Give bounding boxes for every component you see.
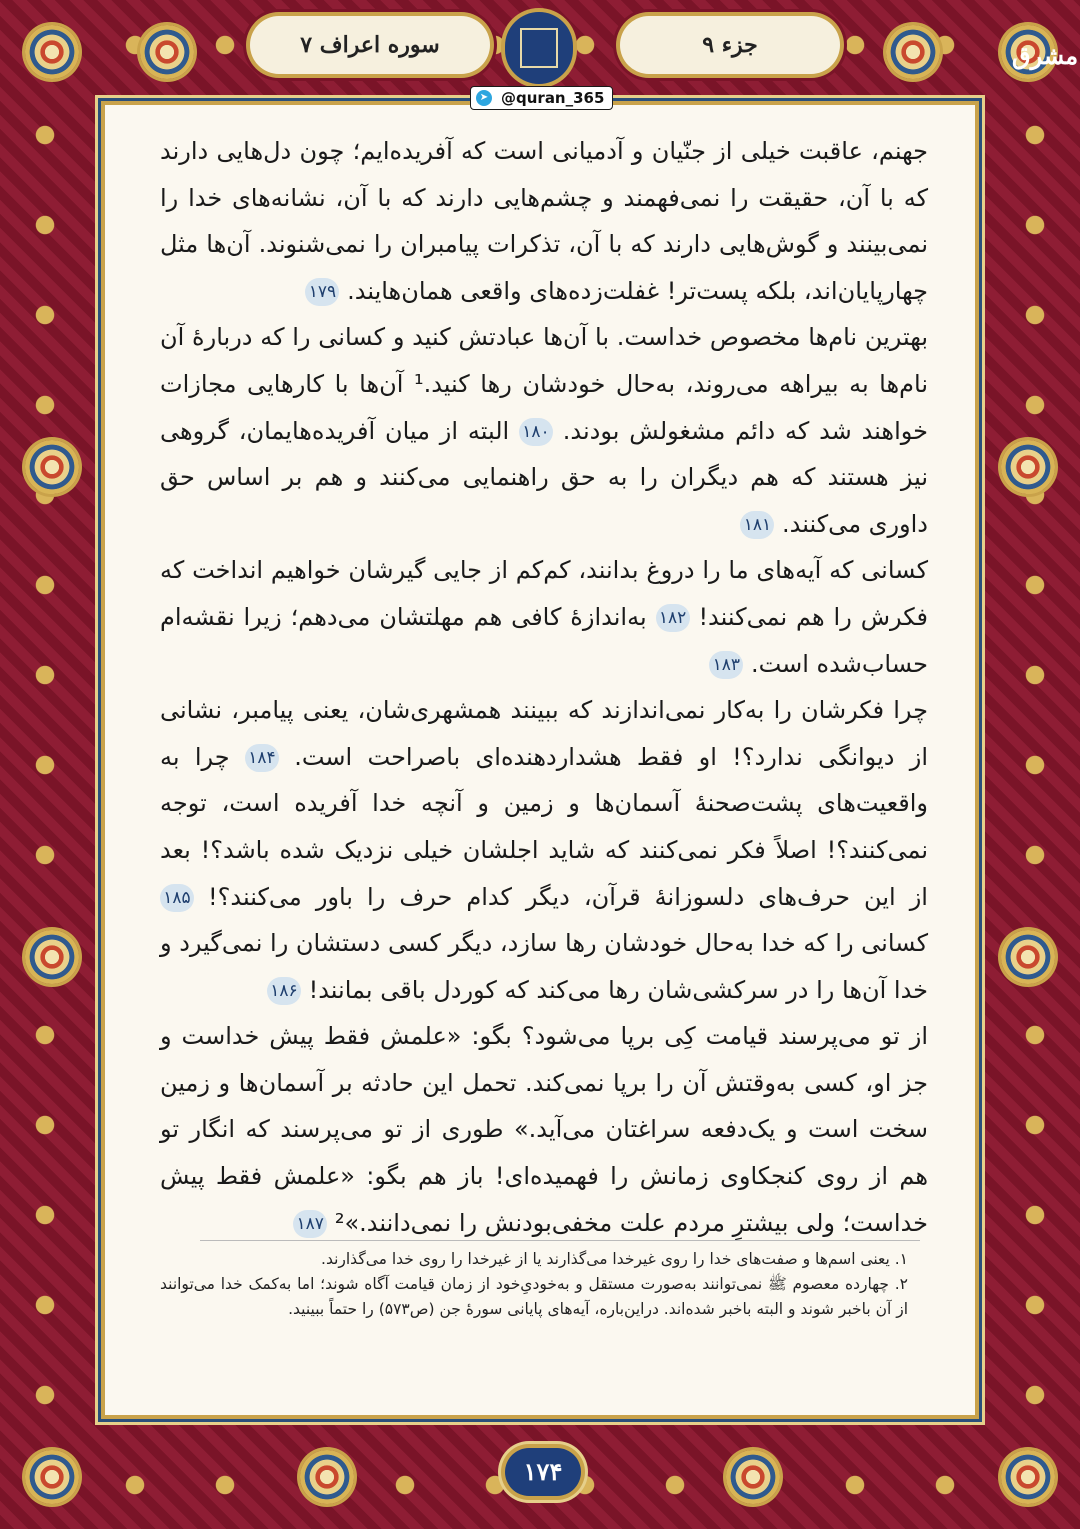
ayah-number: ۱۸۶ <box>267 977 301 1005</box>
side-medallion <box>25 930 79 984</box>
juz-header: جزء ۹ <box>620 16 840 74</box>
emblem-inner <box>520 28 558 68</box>
verse-text: جهنم، عاقبت خیلی از جنّیان و آدمیانی است که آفریده‌ایم؛ چون دل‌هایی دارند که با آن، حقیقت را نمی‌فهمند و چشم‌هایی دارند که با آن، نشانه‌های خدا را نمی‌بینند و گوش‌هایی دارند که با آن، تذکرات پیامبران را نمی‌شنوند. آن‌ها مثل چهارپایان‌اند، بلکه پست‌تر! غفلت‌زده‌های واقعی همان‌هایند. <box>160 137 928 305</box>
paragraph <box>160 547 928 687</box>
verse-text: به‌اندازهٔ کافی هم مهلتشان می‌دهم؛ زیرا نقشه‌ام حساب‌شده است. <box>160 602 928 678</box>
telegram-icon: ➤ <box>476 90 492 106</box>
top-medallion <box>886 25 940 79</box>
paragraph <box>160 1013 928 1246</box>
channel-badge[interactable] <box>470 86 613 110</box>
ayah-number: ۱۸۲ <box>656 604 690 632</box>
corner-medallion <box>25 25 79 79</box>
side-medallion <box>1001 440 1055 494</box>
side-medallion <box>25 440 79 494</box>
paragraph <box>160 128 928 314</box>
ayah-number: ۱۸۰ <box>519 418 553 446</box>
verse-text: چرا فکرشان را به‌کار نمی‌اندازند که ببینند همشهری‌شان، یعنی پیامبر، نشانی از دیوانگی ندارد؟! او فقط هشداردهنده‌ای باصراحت است. <box>160 696 929 771</box>
footnotes <box>160 1247 908 1322</box>
verse-text: کسانی که آیه‌های ما را دروغ بدانند، کم‌کم از جایی گیرشان خواهیم انداخت که فکرش را هم نمی‌کنند! <box>160 556 928 631</box>
ayah-number: ۱۸۴ <box>245 744 279 772</box>
verse-text: البته از میان آفریده‌هایمان، گروهی نیز هستند که هم دیگران را به حق راهنمایی می‌کنند و هم بر اساس حق داوری می‌کنند. <box>160 416 928 538</box>
footnote: ۱. یعنی اسم‌ها و صفت‌های خدا را روی غیرخدا می‌گذارند یا از غیرخدا را روی خدا می‌گذارند. <box>321 1250 908 1268</box>
ayah-number: ۱۸۷ <box>293 1210 327 1238</box>
verse-text: چرا به واقعیت‌های پشت‌صحنهٔ آسمان‌ها و زمین و آنچه خدا آفریده است، توجه نمی‌کنند؟! اصلاً فکر نمی‌کنند که شاید اجلشان خیلی نزدیک شده باشد؟! بعد از این حرف‌های دلسوزانهٔ قرآن، دیگر کدام حرف را باور می‌کنند؟! <box>160 742 928 911</box>
paragraph <box>160 314 928 547</box>
logo: مشرق <box>1012 41 1079 70</box>
emblem-icon <box>505 12 573 84</box>
bottom-medallion <box>300 1450 354 1504</box>
verse-text: بهترین نام‌ها مخصوص خداست. با آن‌ها عبادتش کنید و کسانی را که دربارهٔ آن نام‌ها به بیراهه می‌روند، به‌حال خودشان رها کنید.¹ آن‌ها با کارهایی مجازات خواهند شد که دائم مشغولش بودند. <box>160 323 929 445</box>
verse-text: کسانی را که خدا به‌حال خودشان رها سازد، دیگر کسی دستشان را نمی‌گیرد و خدا آن‌ها را در سرکشی‌شان رها می‌کند که کوردل باقی بمانند! <box>160 929 928 1004</box>
ayah-number: ۱۷۹ <box>305 278 339 306</box>
page-number: ۱۷۴ <box>505 1448 581 1496</box>
ayah-number: ۱۸۵ <box>160 884 194 912</box>
channel-handle: @quran_365 <box>501 89 605 107</box>
translation-text <box>160 128 928 1246</box>
top-medallion <box>140 25 194 79</box>
surah-header: سوره اعراف ۷ <box>250 16 490 74</box>
verse-text: از تو می‌پرسند قیامت کِی برپا می‌شود؟ بگو: «علمش فقط پیش خداست و جز او، کسی به‌وقتش آن را برپا نمی‌کند. تحمل این حادثه بر آسمان‌ها و زمین سخت است و یک‌دفعه سراغتان می‌آید.» طوری از تو می‌پرسند که انگار تو هم از روی کنجکاوی زمانش را فهمیده‌ای! باز هم بگو: «علمش فقط پیش خداست؛ ولی بیشترِ مردم علت مخفی‌بودنش را نمی‌دانند.»² <box>160 1022 928 1237</box>
footnote: ۲. چهارده معصوم ﷺ نمی‌توانند به‌صورت مستقل و به‌خودیِ‌خود از زمان قیامت آگاه شوند؛ اما به‌کمک خدا می‌توانند از آن باخبر شوند و البته باخبر شده‌اند. دراین‌باره، آیه‌های پایانی سورهٔ جن (ص۵۷۳) را حتماً ببینید. <box>160 1275 908 1318</box>
ayah-number: ۱۸۱ <box>740 511 774 539</box>
side-medallion <box>1001 930 1055 984</box>
paragraph <box>160 687 928 1013</box>
ayah-number: ۱۸۳ <box>709 651 743 679</box>
bottom-medallion <box>726 1450 780 1504</box>
corner-medallion <box>1001 1450 1055 1504</box>
corner-medallion <box>25 1450 79 1504</box>
footnote-divider <box>200 1240 920 1241</box>
